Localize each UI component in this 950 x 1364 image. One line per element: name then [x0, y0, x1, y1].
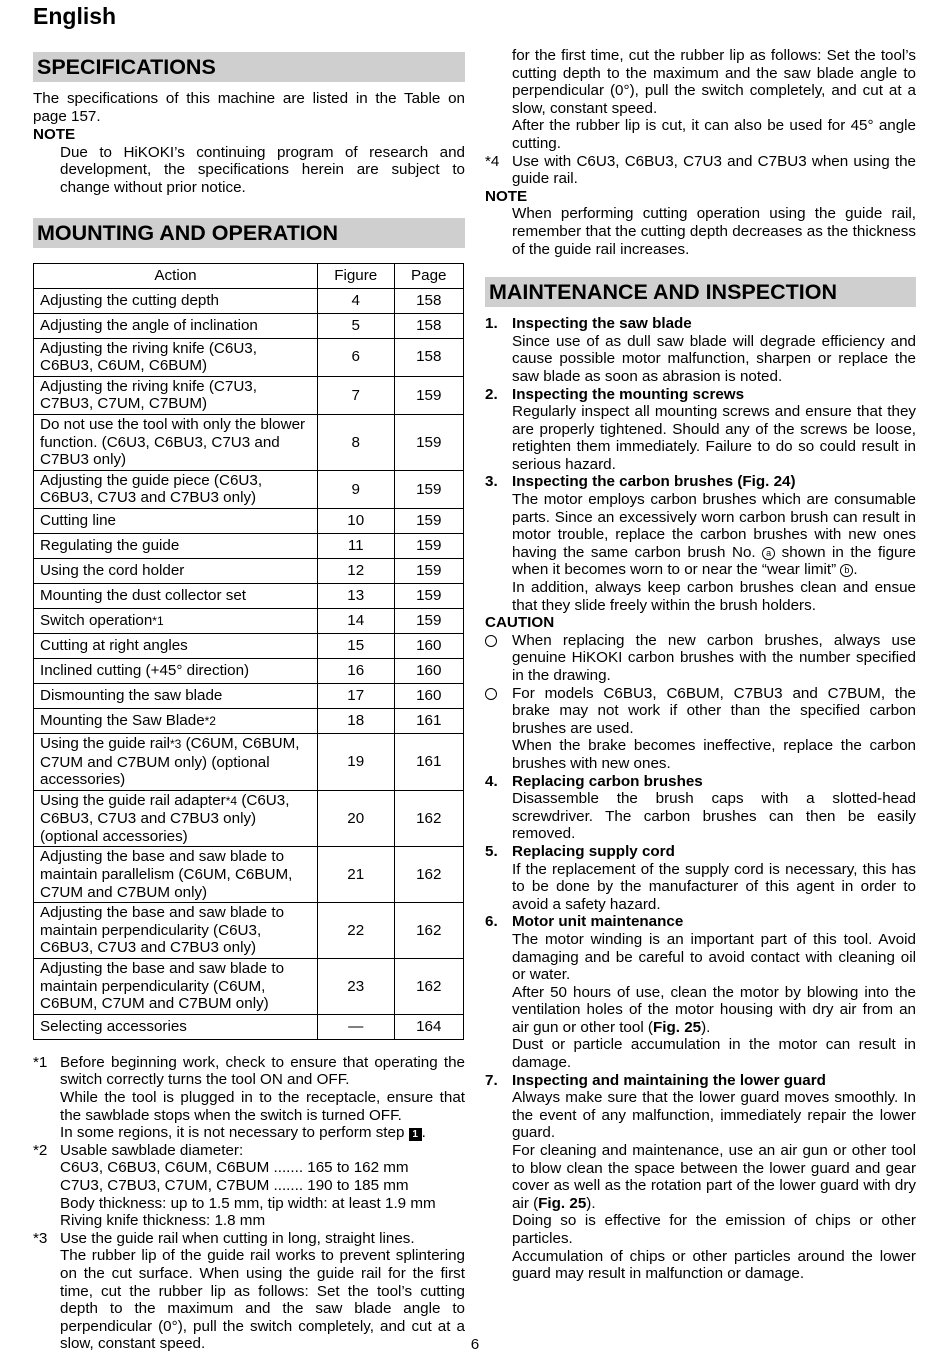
- footnote-mark: *4: [485, 152, 500, 170]
- footnote-text: for the first time, cut the rubber lip as follows: Set the tool’s cutting depth to the maximum and the saw blade angle to perpendicular (0°), pull the switch completely, and cut at a slow, constant speed.: [512, 47, 916, 117]
- item-text: The motor employs carbon brushes which are consumable parts. Since an excessively worn carbon brush can result in motor trouble, replace the carbon brushes with new ones having the same carbon brush No. a shown in the figure when it becomes worn to or near the “wear limit” b .: [512, 491, 916, 579]
- footnote-text: Use the guide rail when cutting in long, straight lines.: [60, 1229, 415, 1247]
- cell-figure: —: [317, 1014, 394, 1039]
- cell-figure: 20: [317, 790, 394, 847]
- footnote-mark: *2: [33, 1141, 48, 1159]
- item-text: Since use of as dull saw blade will degrade efficiency and cause possible motor malfunction, sharpen or replace the saw blade as soon as abrasion is noted.: [512, 332, 916, 385]
- cell-action: Mounting the Saw Blade*2: [34, 708, 318, 733]
- cell-page: 159: [394, 376, 464, 414]
- cell-page: 159: [394, 533, 464, 558]
- cell-page: 159: [394, 608, 464, 633]
- cell-page: 158: [394, 288, 464, 313]
- right-column: [485, 47, 916, 1283]
- footnote-text: Before beginning work, check to ensure that operating the switch correctly turns the tool ON and OFF.: [60, 1053, 465, 1089]
- cell-action: Using the guide rail adapter*4 (C6U3, C6BU3, C7U3 and C7BU3 only) (optional accessories): [34, 790, 318, 847]
- footnote-3-continued: [485, 47, 916, 153]
- table-row: [34, 608, 464, 633]
- cell-action: Regulating the guide: [34, 533, 318, 558]
- cell-figure: 14: [317, 608, 394, 633]
- footnote-text: Use with C6U3, C6BU3, C7U3 and C7BU3 when using the guide rail.: [512, 152, 916, 188]
- item-text: The motor winding is an important part of this tool. Avoid damaging and be careful to avoid contact with cleaning oil or water.: [512, 930, 916, 984]
- footnote-text: Riving knife thickness: 1.8 mm: [60, 1212, 266, 1230]
- footnote-2: [33, 1142, 465, 1230]
- list-item: 6. Motor unit maintenance: [485, 913, 684, 931]
- footnote-3: [33, 1229, 465, 1353]
- circle-bullet-icon: [485, 688, 497, 700]
- item-text: After 50 hours of use, clean the motor by blowing into the ventilation holes of the motor housing with dry air from an air gun or other tool (Fig. 25).: [512, 983, 916, 1036]
- page-number: 6: [470, 1336, 480, 1353]
- step-1-icon: 1: [409, 1128, 422, 1141]
- table-row: [34, 959, 464, 1015]
- item-text: For cleaning and maintenance, use an air gun or other tool to blow clean the space between the lower guard and gear cover as well as the rotation part of the lower guard with dry air (Fig. 25).: [512, 1142, 916, 1212]
- footnote-text: While the tool is plugged in to the receptacle, ensure that the sawblade stops when the switch is turned OFF.: [60, 1089, 465, 1124]
- cell-action: Adjusting the guide piece (C6U3, C6BU3, C7U3 and C7BU3 only): [34, 470, 318, 508]
- caution-item: For models C6BU3, C6BUM, C7BU3 and C7BUM, the brake may not work if other than the specified carbon brushes are used. When the brake becomes ineffective, replace the carbon brushes with new ones.: [485, 685, 916, 773]
- circle-bullet-icon: [485, 635, 497, 647]
- maintenance-heading: MAINTENANCE AND INSPECTION: [485, 277, 916, 307]
- table-row: [34, 558, 464, 583]
- cell-figure: 23: [317, 959, 394, 1015]
- item-text: Always make sure that the lower guard moves smoothly. In the event of any malfunction, immediately repair the lower guard.: [512, 1089, 916, 1142]
- list-item: 7. Inspecting and maintaining the lower guard: [485, 1071, 826, 1089]
- maintenance-list: [485, 315, 916, 1283]
- cell-figure: 19: [317, 733, 394, 790]
- list-item: 2. Inspecting the mounting screws: [485, 385, 745, 403]
- footnote-text: C6U3, C6BU3, C6UM, C6BUM ....... 165 to 162 mm: [60, 1159, 409, 1177]
- table-row: [34, 338, 464, 376]
- cell-figure: 17: [317, 683, 394, 708]
- footnote-text: Body thickness: up to 1.5 mm, tip width: at least 1.9 mm: [60, 1194, 436, 1212]
- cell-figure: 16: [317, 658, 394, 683]
- specifications-text: The specifications of this machine are listed in the Table on page 157.: [33, 90, 465, 125]
- table-row: [34, 633, 464, 658]
- cell-action: Inclined cutting (+45° direction): [34, 658, 318, 683]
- cell-action: Adjusting the riving knife (C7U3, C7BU3, C7UM, C7BUM): [34, 376, 318, 414]
- cell-page: 164: [394, 1014, 464, 1039]
- list-item: 4. Replacing carbon brushes: [485, 772, 703, 790]
- cell-page: 162: [394, 903, 464, 959]
- list-item: 3. Inspecting the carbon brushes (Fig. 24): [485, 473, 796, 491]
- cell-action: Cutting line: [34, 508, 318, 533]
- cell-action: Adjusting the riving knife (C6U3, C6BU3, C6UM, C6BUM): [34, 338, 318, 376]
- footnote-text: The rubber lip of the guide rail works to prevent splintering on the cut surface. When using the guide rail for the first time, cut the rubber lip as follows: Set the tool’s cutting depth to the maximum and the saw blade angle to perpendicular (0°), pull the switch completely, and cut at a slow, constant speed.: [60, 1247, 465, 1353]
- table-row: [34, 790, 464, 847]
- table-row: [34, 313, 464, 338]
- guide-rail-note-title: NOTE: [485, 187, 528, 205]
- language-heading: English: [33, 3, 117, 29]
- cell-action: Switch operation*1: [34, 608, 318, 633]
- footnote-text: In some regions, it is not necessary to perform step 1 .: [60, 1124, 426, 1142]
- footnote-mark: *3: [33, 1229, 48, 1247]
- item-text: Doing so is effective for the emission of chips or other particles.: [512, 1212, 916, 1247]
- caution-item: When replacing the new carbon brushes, always use genuine HiKOKI carbon brushes with the number specified in the drawing.: [485, 632, 916, 685]
- table-row: [34, 903, 464, 959]
- cell-page: 158: [394, 338, 464, 376]
- cell-page: 159: [394, 470, 464, 508]
- footnote-1: [33, 1054, 465, 1142]
- table-row: [34, 658, 464, 683]
- cell-page: 161: [394, 708, 464, 733]
- column-header-figure: Figure: [317, 263, 394, 288]
- cell-figure: 21: [317, 847, 394, 903]
- table-body: [34, 288, 464, 1039]
- cell-figure: 22: [317, 903, 394, 959]
- marker-b-icon: b: [840, 564, 853, 577]
- table-row: [34, 683, 464, 708]
- cell-action: Adjusting the cutting depth: [34, 288, 318, 313]
- cell-figure: 4: [317, 288, 394, 313]
- cell-page: 159: [394, 414, 464, 470]
- cell-page: 162: [394, 959, 464, 1015]
- item-text: Disassemble the brush caps with a slotted-head screwdriver. The carbon brushes can then be easily removed.: [512, 790, 916, 843]
- cell-page: 161: [394, 733, 464, 790]
- item-text: Dust or particle accumulation in the motor can result in damage.: [512, 1036, 916, 1072]
- cell-figure: 11: [317, 533, 394, 558]
- table-row: [34, 470, 464, 508]
- mounting-heading: MOUNTING AND OPERATION: [33, 218, 465, 248]
- footnote-mark: *1: [33, 1053, 48, 1071]
- footnote-4: [485, 153, 916, 188]
- cell-action: Adjusting the base and saw blade to maintain perpendicularity (C6U3, C6BU3, C7U3 and C7BU3 only): [34, 903, 318, 959]
- footnote-text: After the rubber lip is cut, it can also be used for 45° angle cutting.: [512, 117, 916, 152]
- cell-action: Mounting the dust collector set: [34, 583, 318, 608]
- cell-page: 162: [394, 790, 464, 847]
- cell-figure: 10: [317, 508, 394, 533]
- left-column: [33, 52, 465, 1353]
- cell-action: Selecting accessories: [34, 1014, 318, 1039]
- cell-page: 160: [394, 683, 464, 708]
- table-row: [34, 733, 464, 790]
- cell-figure: 7: [317, 376, 394, 414]
- list-item: 1. Inspecting the saw blade: [485, 315, 692, 333]
- cell-action: Do not use the tool with only the blower function. (C6U3, C6BU3, C7U3 and C7BU3 only): [34, 414, 318, 470]
- marker-a-icon: a: [762, 547, 775, 560]
- table-row: [34, 1014, 464, 1039]
- item-text: If the replacement of the supply cord is necessary, this has to be done by the manufacturer of this agent in order to avoid a safety hazard.: [512, 860, 916, 913]
- cell-action: Cutting at right angles: [34, 633, 318, 658]
- cell-page: 160: [394, 658, 464, 683]
- cell-action: Using the guide rail*3 (C6UM, C6BUM, C7UM and C7BUM only) (optional accessories): [34, 733, 318, 790]
- cell-page: 160: [394, 633, 464, 658]
- cell-figure: 15: [317, 633, 394, 658]
- note-text: Due to HiKOKI’s continuing program of research and development, the specifications herein are subject to change without prior notice.: [60, 143, 465, 196]
- footnotes: [33, 1053, 465, 1353]
- cell-page: 162: [394, 847, 464, 903]
- cell-page: 159: [394, 583, 464, 608]
- guide-rail-note-text: When performing cutting operation using the guide rail, remember that the cutting depth decreases as the thickness of the guide rail increases.: [512, 205, 916, 258]
- column-header-action: Action: [34, 263, 318, 288]
- cell-page: 159: [394, 508, 464, 533]
- specifications-heading: SPECIFICATIONS: [33, 52, 465, 82]
- item-text: Accumulation of chips or other particles around the lower guard may result in malfunction or damage.: [512, 1247, 916, 1283]
- table-row: [34, 708, 464, 733]
- table-row: [34, 414, 464, 470]
- cell-action: Adjusting the angle of inclination: [34, 313, 318, 338]
- cell-figure: 9: [317, 470, 394, 508]
- table-row: [34, 376, 464, 414]
- cell-figure: 18: [317, 708, 394, 733]
- item-text: In addition, always keep carbon brushes clean and ensue that they slide freely within the brush holders.: [512, 579, 916, 614]
- table-row: [34, 508, 464, 533]
- cell-action: Dismounting the saw blade: [34, 683, 318, 708]
- item-text: Regularly inspect all mounting screws and ensure that they are properly tightened. Should any of the screws be loose, retighten them immediately. Failure to do so could result in serious hazard.: [512, 403, 916, 473]
- table-row: [34, 583, 464, 608]
- cell-figure: 5: [317, 313, 394, 338]
- cell-page: 158: [394, 313, 464, 338]
- footnote-text: Usable sawblade diameter:: [60, 1141, 244, 1159]
- cell-figure: 13: [317, 583, 394, 608]
- cell-action: Adjusting the base and saw blade to maintain parallelism (C6UM, C6BUM, C7UM and C7BUM only): [34, 847, 318, 903]
- table-header-row: [34, 263, 464, 288]
- cell-page: 159: [394, 558, 464, 583]
- operations-table: [33, 263, 464, 1040]
- column-header-page: Page: [394, 263, 464, 288]
- cell-action: Using the cord holder: [34, 558, 318, 583]
- cell-figure: 6: [317, 338, 394, 376]
- caution-title: CAUTION: [485, 614, 555, 632]
- footnote-text: C7U3, C7BU3, C7UM, C7BUM ....... 190 to 185 mm: [60, 1176, 409, 1194]
- cell-action: Adjusting the base and saw blade to maintain perpendicularity (C6UM, C6BUM, C7UM and C7BUM only): [34, 959, 318, 1015]
- table-row: [34, 533, 464, 558]
- note-title: NOTE: [33, 126, 76, 144]
- cell-figure: 12: [317, 558, 394, 583]
- cell-figure: 8: [317, 414, 394, 470]
- list-item: 5. Replacing supply cord: [485, 842, 675, 860]
- table-row: [34, 847, 464, 903]
- table-row: [34, 288, 464, 313]
